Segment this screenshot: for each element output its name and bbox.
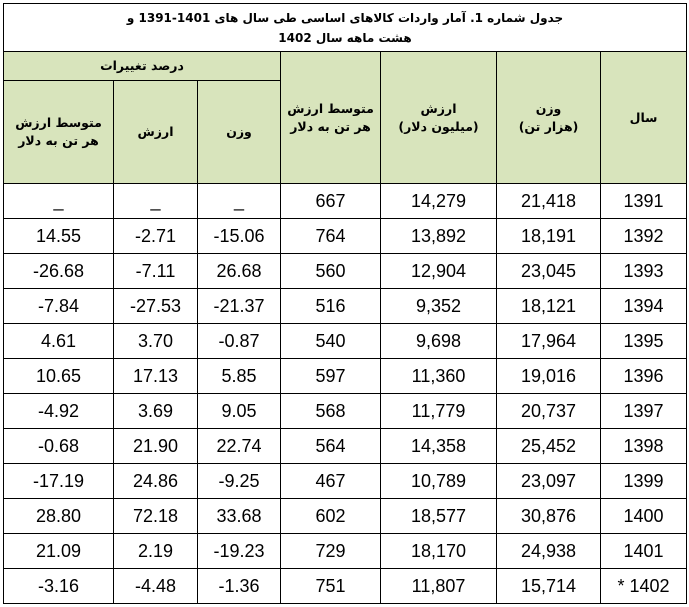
- cell-avg-value: 764: [281, 219, 381, 254]
- cell-change-value: 24.86: [114, 464, 198, 499]
- cell-value: 9,698: [381, 324, 497, 359]
- cell-change-value: 72.18: [114, 499, 198, 534]
- cell-change-weight: -1.36: [198, 569, 281, 604]
- cell-weight: 23,045: [497, 254, 601, 289]
- cell-change-weight: 5.85: [198, 359, 281, 394]
- cell-weight: 25,452: [497, 429, 601, 464]
- table-title: [4, 4, 687, 52]
- cell-year: 1399: [601, 464, 687, 499]
- cell-value: 13,892: [381, 219, 497, 254]
- table-row: [4, 429, 687, 464]
- cell-year: 1402 *: [601, 569, 687, 604]
- cell-change-weight: -15.06: [198, 219, 281, 254]
- cell-avg-value: 751: [281, 569, 381, 604]
- header-value: ارزش (میلیون دلار): [381, 52, 497, 184]
- table-row: [4, 324, 687, 359]
- cell-change-weight: 26.68: [198, 254, 281, 289]
- cell-weight: 20,737: [497, 394, 601, 429]
- table-body: [4, 184, 687, 604]
- cell-year: 1393: [601, 254, 687, 289]
- table-row: [4, 499, 687, 534]
- cell-year: 1396: [601, 359, 687, 394]
- imports-table: [3, 3, 687, 604]
- cell-change-value: -4.48: [114, 569, 198, 604]
- cell-change-value: 2.19: [114, 534, 198, 569]
- cell-value: 18,170: [381, 534, 497, 569]
- cell-value: 11,779: [381, 394, 497, 429]
- table-row: [4, 464, 687, 499]
- cell-avg-value: 564: [281, 429, 381, 464]
- cell-change-value: 17.13: [114, 359, 198, 394]
- cell-change-avg: -17.19: [4, 464, 114, 499]
- table-row: [4, 184, 687, 219]
- cell-avg-value: 729: [281, 534, 381, 569]
- cell-year: 1397: [601, 394, 687, 429]
- cell-value: 14,358: [381, 429, 497, 464]
- header-avg-value-per-ton: متوسط ارزش هر تن به دلار: [281, 52, 381, 184]
- cell-year: 1394: [601, 289, 687, 324]
- cell-year: 1398: [601, 429, 687, 464]
- cell-change-avg: -26.68: [4, 254, 114, 289]
- cell-change-avg: 10.65: [4, 359, 114, 394]
- cell-change-avg: 21.09: [4, 534, 114, 569]
- cell-change-weight: 22.74: [198, 429, 281, 464]
- cell-avg-value: 560: [281, 254, 381, 289]
- cell-value: 9,352: [381, 289, 497, 324]
- cell-weight: 21,418: [497, 184, 601, 219]
- cell-year: 1391: [601, 184, 687, 219]
- cell-change-weight: 33.68: [198, 499, 281, 534]
- header-change-value: ارزش: [114, 81, 198, 184]
- cell-year: 1392: [601, 219, 687, 254]
- cell-weight: 18,121: [497, 289, 601, 324]
- cell-year: 1395: [601, 324, 687, 359]
- cell-change-value: -2.71: [114, 219, 198, 254]
- cell-change-avg: 4.61: [4, 324, 114, 359]
- cell-change-weight: -0.87: [198, 324, 281, 359]
- cell-change-value: _: [114, 184, 198, 219]
- table-row: [4, 219, 687, 254]
- cell-year: 1400: [601, 499, 687, 534]
- cell-avg-value: 540: [281, 324, 381, 359]
- header-change-avg: متوسط ارزش هر تن به دلار: [4, 81, 114, 184]
- cell-change-avg: -0.68: [4, 429, 114, 464]
- table-title-line-1: جدول شماره 1. آمار واردات کالاهای اساسی طی سال های 1401-1391 و: [126, 10, 564, 25]
- table-title-line-2: هشت ماهه سال 1402: [278, 30, 412, 45]
- table-row: [4, 394, 687, 429]
- cell-change-avg: 28.80: [4, 499, 114, 534]
- cell-value: 14,279: [381, 184, 497, 219]
- cell-change-value: 3.70: [114, 324, 198, 359]
- cell-weight: 18,191: [497, 219, 601, 254]
- table-row: [4, 254, 687, 289]
- cell-change-weight: -19.23: [198, 534, 281, 569]
- cell-year: 1401: [601, 534, 687, 569]
- cell-change-avg: 14.55: [4, 219, 114, 254]
- cell-change-value: 21.90: [114, 429, 198, 464]
- cell-value: 11,807: [381, 569, 497, 604]
- cell-avg-value: 597: [281, 359, 381, 394]
- cell-weight: 17,964: [497, 324, 601, 359]
- cell-value: 10,789: [381, 464, 497, 499]
- cell-change-avg: -7.84: [4, 289, 114, 324]
- cell-change-weight: -21.37: [198, 289, 281, 324]
- header-weight: وزن (هزار تن): [497, 52, 601, 184]
- cell-avg-value: 516: [281, 289, 381, 324]
- cell-change-value: 3.69: [114, 394, 198, 429]
- cell-weight: 30,876: [497, 499, 601, 534]
- cell-value: 12,904: [381, 254, 497, 289]
- table-row: [4, 289, 687, 324]
- cell-avg-value: 667: [281, 184, 381, 219]
- cell-weight: 19,016: [497, 359, 601, 394]
- cell-weight: 15,714: [497, 569, 601, 604]
- cell-change-value: -7.11: [114, 254, 198, 289]
- cell-change-weight: -9.25: [198, 464, 281, 499]
- cell-change-avg: -3.16: [4, 569, 114, 604]
- cell-avg-value: 467: [281, 464, 381, 499]
- cell-avg-value: 568: [281, 394, 381, 429]
- table-row: [4, 569, 687, 604]
- cell-change-weight: 9.05: [198, 394, 281, 429]
- cell-change-avg: -4.92: [4, 394, 114, 429]
- header-year: سال: [601, 52, 687, 184]
- cell-weight: 23,097: [497, 464, 601, 499]
- cell-value: 11,360: [381, 359, 497, 394]
- cell-value: 18,577: [381, 499, 497, 534]
- table-row: [4, 359, 687, 394]
- table-row: [4, 534, 687, 569]
- header-change-percent-group: درصد تغییرات: [4, 52, 281, 81]
- cell-avg-value: 602: [281, 499, 381, 534]
- cell-weight: 24,938: [497, 534, 601, 569]
- cell-change-weight: _: [198, 184, 281, 219]
- cell-change-avg: _: [4, 184, 114, 219]
- cell-change-value: -27.53: [114, 289, 198, 324]
- header-change-weight: وزن: [198, 81, 281, 184]
